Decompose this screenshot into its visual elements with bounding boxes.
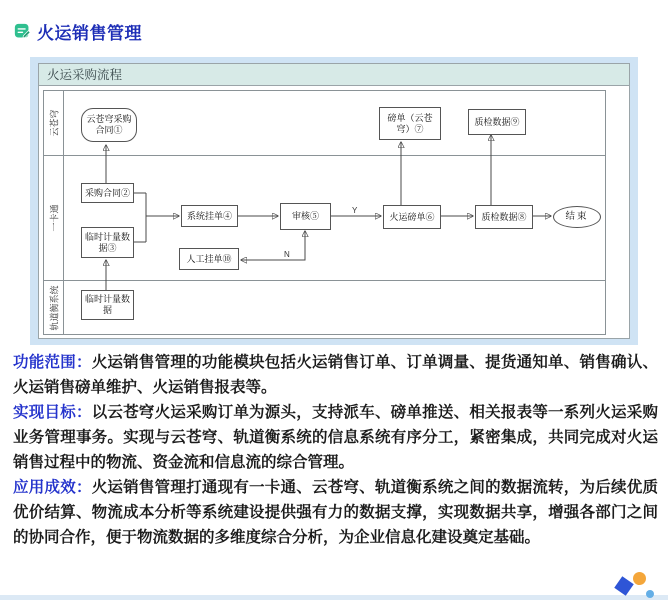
- section-scope: [13, 350, 658, 400]
- section-effect-label: 应用成效：: [13, 479, 92, 496]
- page-header: [14, 19, 142, 44]
- node-weigh-note-cloud: 磅单（云苍穹）⑦: [379, 107, 441, 140]
- section-goal-label: 实现目标：: [13, 404, 92, 421]
- page-title: 火运销售管理: [37, 24, 142, 43]
- node-quality-data-top: 质检数据⑨: [468, 109, 526, 135]
- logo-diamond-icon: [614, 576, 633, 595]
- lane-cloud-label: 云苍穹: [50, 109, 60, 137]
- node-review: 审核⑤: [280, 203, 331, 230]
- flowchart-diagram: [38, 63, 630, 339]
- node-track-temp-data: 临时计量数据: [81, 290, 134, 320]
- node-cloud-contract: 云苍穹采购合同①: [81, 108, 137, 142]
- edge-label-no: N: [284, 250, 290, 259]
- edge-label-yes: Y: [352, 206, 358, 215]
- flowchart-panel: [30, 57, 638, 345]
- section-goal: [13, 400, 658, 475]
- node-temp-data: 临时计量数据③: [81, 227, 134, 258]
- lane-onecard-label: 一卡通: [50, 204, 60, 232]
- diagram-title: 火运采购流程: [39, 64, 629, 86]
- lane-cloud-header: [44, 91, 64, 155]
- node-system-order: 系统挂单④: [181, 205, 238, 227]
- description-sections: [13, 350, 658, 550]
- section-goal-text: 以云苍穹火运采购订单为源头，支持派车、磅单推送、相关报表等一系列火运采购业务管理事务。实现与云苍穹、轨道衡系统的信息系统有序分工，紧密集成，共同完成对火运销售过程中的物流、资金流和信息流的综合管理。: [13, 404, 658, 471]
- node-purchase-contract: 采购合同②: [81, 183, 134, 203]
- lane-trackscale-header: [44, 281, 64, 335]
- node-fire-weigh-note: 火运磅单⑥: [383, 205, 441, 229]
- node-end: 结束: [553, 206, 601, 228]
- lane-onecard-header: [44, 156, 64, 280]
- logo-dot-blue-icon: [646, 590, 654, 598]
- lane-trackscale-label: 轨道衡系统: [50, 285, 60, 331]
- section-scope-text: 火运销售管理的功能模块包括火运销售订单、订单调量、提货通知单、销售确认、火运销售磅单维护、火运销售报表等。: [13, 354, 658, 396]
- section-effect-text: 火运销售管理打通现有一卡通、云苍穹、轨道衡系统之间的数据流转，为后续优质优价结算、物流成本分析等系统建设提供强有力的数据支撑，实现数据共享，增强各部门之间的协同合作，便于物流数据的多维度综合分析，为企业信息化建设奠定基础。: [13, 479, 658, 546]
- node-quality-data-mid: 质检数据⑧: [475, 205, 533, 229]
- section-effect: [13, 475, 658, 550]
- section-scope-label: 功能范围：: [13, 354, 92, 371]
- document-edit-icon: [14, 23, 31, 40]
- logo-dot-orange-icon: [633, 572, 646, 585]
- footer-divider: [0, 595, 668, 600]
- node-manual-order: 人工挂单⑩: [179, 248, 239, 270]
